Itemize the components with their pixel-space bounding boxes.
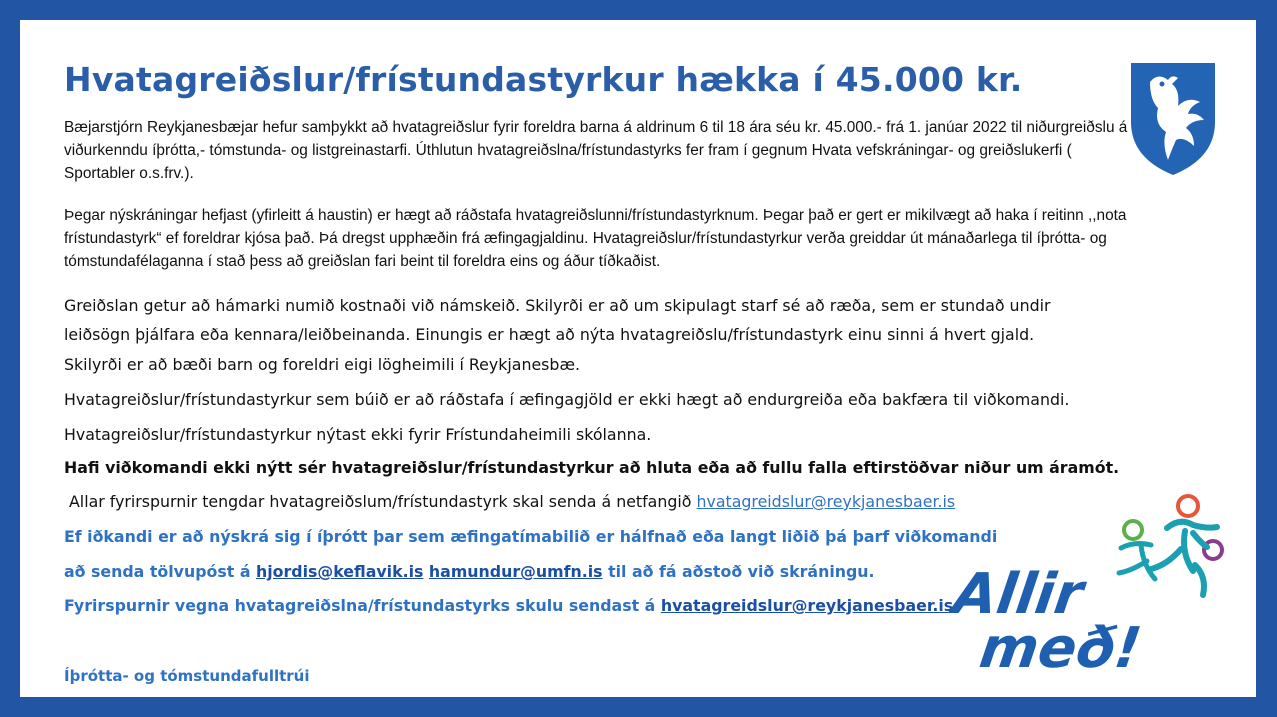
residence-requirement-text: Skilyrði er að bæði barn og foreldri eigi lögheimili í Reykjanesbæ. — [64, 355, 580, 374]
contact-emails-prefix: að senda tölvupóst á — [64, 562, 256, 581]
page-title: Hvatagreiðslur/frístundastyrkur hækka í 45.000 kr. — [64, 60, 1023, 99]
logo-text-line-2: með! — [975, 616, 1146, 673]
midseason-registration-text: Ef iðkandi er að nýskrá sig í íþrótt þar sem æfingatímabilið er hálfnað eða langt liðið þá þarf viðkomandi — [64, 527, 998, 546]
inquiries-text: Allar fyrirspurnir tengdar hvatagreiðslum/frístundastyrk skal senda á netfangið — [69, 492, 697, 511]
inquiries-email-link[interactable]: hvatagreidslur@reykjanesbaer.is — [696, 492, 956, 511]
grant-inquiries-text: Fyrirspurnir vegna hvatagreiðslna/frístundastyrks skulu sendast á — [64, 596, 661, 615]
reykjanesbaer-crest-icon — [1128, 60, 1218, 178]
year-end-expiry-text: Hafi viðkomandi ekki nýtt sér hvatagreiðslur/frístundastyrkur að hluta eða að fullu falla eftirstöðvar niður um áramót. — [64, 458, 1120, 477]
after-school-text: Hvatagreiðslur/frístundastyrkur nýtast ekki fyrir Frístundaheimili skólanna. — [64, 425, 652, 444]
allir-med-logo — [945, 473, 1235, 673]
intro-paragraph: Bæjarstjórn Reykjanesbæjar hefur samþykkt að hvatagreiðslur fyrir foreldra barna á aldrinum 6 til 18 ára séu kr. 45.000.- frá 1. janúar 2022 til niðurgreiðslu á viðurkenndu íþrótta,- tómstunda- og listgreinastarfi. Úthlutun hvatagreiðslna/frístundastyrks fer fram í gegnum Hvata vefskráningar- og greiðslukerfi ( Sportabler o.s.frv.). — [64, 119, 1128, 182]
hjordis-email-link[interactable]: hjordis@keflavik.is — [255, 562, 424, 581]
course-cost-text — [64, 291, 1144, 349]
registration-paragraph: Þegar nýskráningar hefjast (yfirleitt á haustin) er hægt að ráðstafa hvatagreiðslunni/frístundastyrknum. Þegar það er gert er mikilvægt að haka í reitinn ,,nota frístundastyrk“ ef foreldrar kjósa það. Þá dregst upphæðin frá æfingagjaldinu. Hvatagreiðslur/frístundastyrkur verða greiddar út mánaðarlega til íþrótta- og tómstundafélaganna í stað þess að greiðslan fari beint til foreldra eins og áður tíðkaðist. — [64, 207, 1127, 270]
signature: Íþrótta- og tómstundafulltrúi — [64, 667, 310, 685]
course-cost-line-1: Greiðslan getur að hámarki numið kostnaði við námskeið. Skilyrði er að um skipulagt starf sé að ræða, sem er stundað undir — [64, 296, 1051, 315]
refund-text: Hvatagreiðslur/frístundastyrkur sem búið er að ráðstafa í æfingagjöld er ekki hægt að endurgreiða eða bakfæra til viðkomandi. — [64, 390, 1070, 409]
logo-text-line-1: Allir — [949, 562, 1087, 627]
grant-inquiries-email-link[interactable]: hvatagreidslur@reykjanesbaer.is — [660, 596, 954, 615]
hamundur-email-link[interactable]: hamundur@umfn.is — [428, 562, 603, 581]
contact-emails-suffix: til að fá aðstoð við skráningu. — [602, 562, 875, 581]
course-cost-line-2: leiðsögn þjálfara eða kennara/leiðbeinanda. Einungis er hægt að nýta hvatagreiðslu/frístundastyrk einu sinni á hvert gjald. — [64, 325, 1035, 344]
